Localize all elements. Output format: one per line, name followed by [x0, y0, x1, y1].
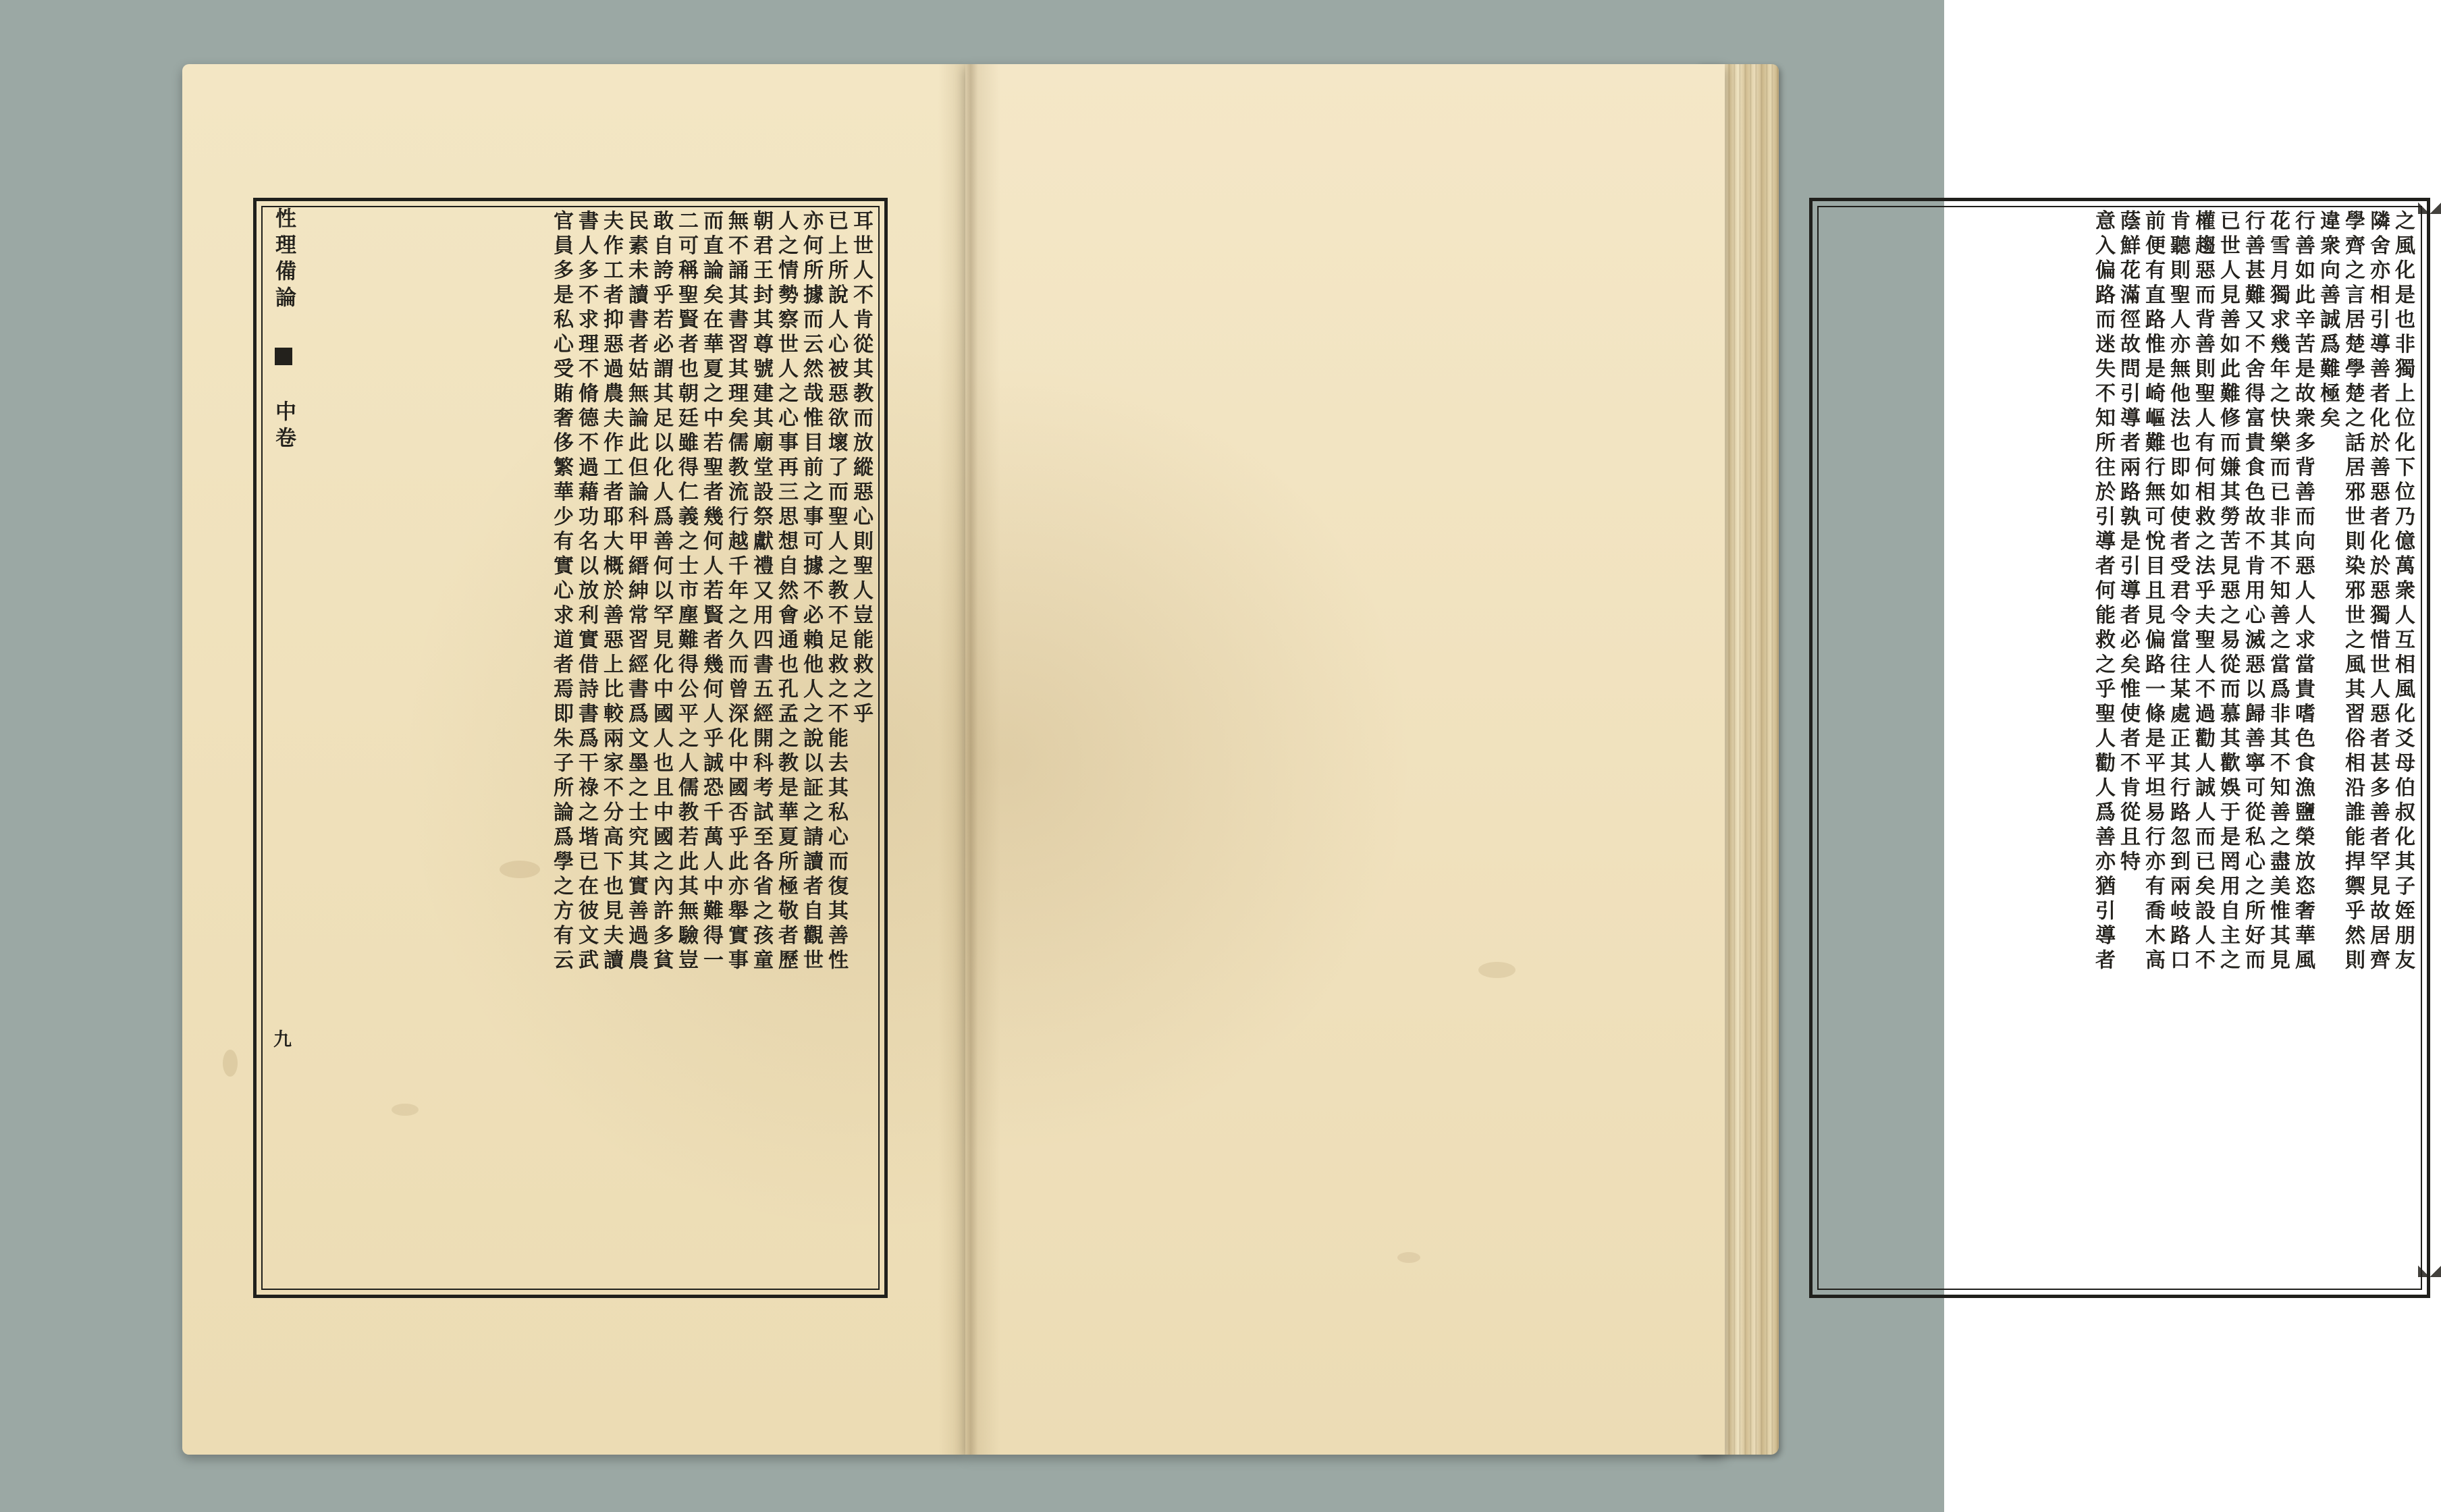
text-column: 人之情勢察世人之心事再三思想自然會通也孔孟之教是華夏所極敬者歷: [774, 210, 798, 974]
book-title: 性理備論: [271, 207, 296, 313]
paper-stain: [1397, 1252, 1420, 1263]
text-column: 已世人見善如此難修而嫌其勞苦見惡之易從而慕其歡娛于是罔用自主之: [2216, 210, 2240, 974]
text-column: 已上所說人心被惡欲壞了而聖人之教不足救之不能去其私心而復其善性: [824, 210, 848, 974]
text-column: 隣舍亦相引導善者化於善惡者化於惡獨惜世人惡者甚多善者罕見故居齊: [2366, 210, 2390, 974]
text-column: 夫作工者抑惡過農夫作工者耶大概於善惡上比較兩家不分高下也見夫讀: [599, 210, 623, 974]
text-column: 敢自誇乎若必謂其足以化人爲善何以罕見化中國人也且中國之內許多貧: [649, 210, 673, 974]
open-book: [182, 64, 2415, 1455]
paper-stain: [223, 1050, 238, 1077]
paper-stain: [1478, 962, 1515, 978]
left-page-text-columns: [263, 207, 871, 1283]
fishtail-ornament-icon: [275, 348, 292, 365]
text-column: 蔭鮮花滿徑故問引導者兩路孰是引導者必矣惟使者不肯從且特: [2116, 210, 2140, 875]
text-column: 而直論矣在華夏之中若聖者幾何人若賢者幾何人乎誠恐千萬人中難得一: [699, 210, 723, 974]
right-page: [965, 64, 2415, 1455]
text-column: 官員多是私心受賄奢侈繁華少有實心求道者焉即朱子所論爲學之方有云: [549, 210, 573, 974]
text-column: 無不誦其書習其理矣儒教流行越千年之久而曾深化中國否乎此亦舉實事: [724, 210, 748, 974]
text-column: 書人多不求理不脩德不過藉功名以放利實借詩書爲干祿之堦已在彼文武: [574, 210, 598, 974]
text-column: 意入偏路而迷失不知所往於引導者何能救之乎聖人勸人爲善亦猶引導者: [2091, 210, 2115, 974]
right-page-text-columns: [1819, 207, 2413, 1283]
fishtail-ornament-icon: [2418, 1266, 2441, 1289]
fishtail-ornament-icon: [2418, 202, 2441, 225]
text-column: 前便有直路惟是崎嶇難行無可悅目且見偏路一條是平坦易行亦有喬木高: [2141, 210, 2165, 974]
volume-mark: 中卷: [271, 400, 296, 453]
text-column: 亦何所據而云然哉惟目前之事可據不必賴他人之說以証之請讀者自觀世: [799, 210, 823, 974]
text-column: 民素未讀書者姑無論此但論科甲縉紳常習經書爲文墨之士究其實善過農: [624, 210, 648, 974]
text-column: 學齊之言居楚學楚之話居邪世則染邪世之風其習俗相沿誰能捍禦乎然則: [2341, 210, 2365, 974]
text-column: 二可稱聖賢者也朝廷雖得仁義之士市塵難得公平之人儒教若此其無驗豈: [674, 210, 698, 974]
text-column: 朝君王封其尊號建其廟堂設祭獻禮又用四書五經開科考試至各省之孩童: [749, 210, 773, 974]
book-title-block: [269, 207, 299, 453]
text-column: 肯聽則聖人亦無他法也即如使者受君令當往某處正其行路忽到兩岐路口: [2166, 210, 2190, 974]
text-column: 行善如此辛苦是故衆多背善而向惡人人求當貴嗜色食漁鹽榮放恣奢華風: [2291, 210, 2315, 974]
text-column: 花雪月獨求幾年之快樂而已非其不知善之當爲非其不知善之盡美惟其見: [2266, 210, 2290, 974]
text-column: 權趨惡而背善則聖人有何相救之法乎夫聖人不過勸人誠人而已矣設人不: [2191, 210, 2215, 974]
page-number: 九: [270, 1029, 291, 1048]
text-column: 違衆向善誠爲難極矣: [2316, 210, 2340, 432]
text-column: 行善甚難又不舍得富貴食色故不肯用心滅惡以歸善寧可從私心之所好而: [2241, 210, 2265, 974]
left-page: [182, 64, 965, 1455]
text-column: 之風化是也非獨上位化下位乃億萬衆人互相風化爻母伯叔化其子姪朋友: [2391, 210, 2415, 974]
text-column: 耳世人不肯從其教而放縱惡心則聖人豈能救之乎: [849, 210, 873, 728]
